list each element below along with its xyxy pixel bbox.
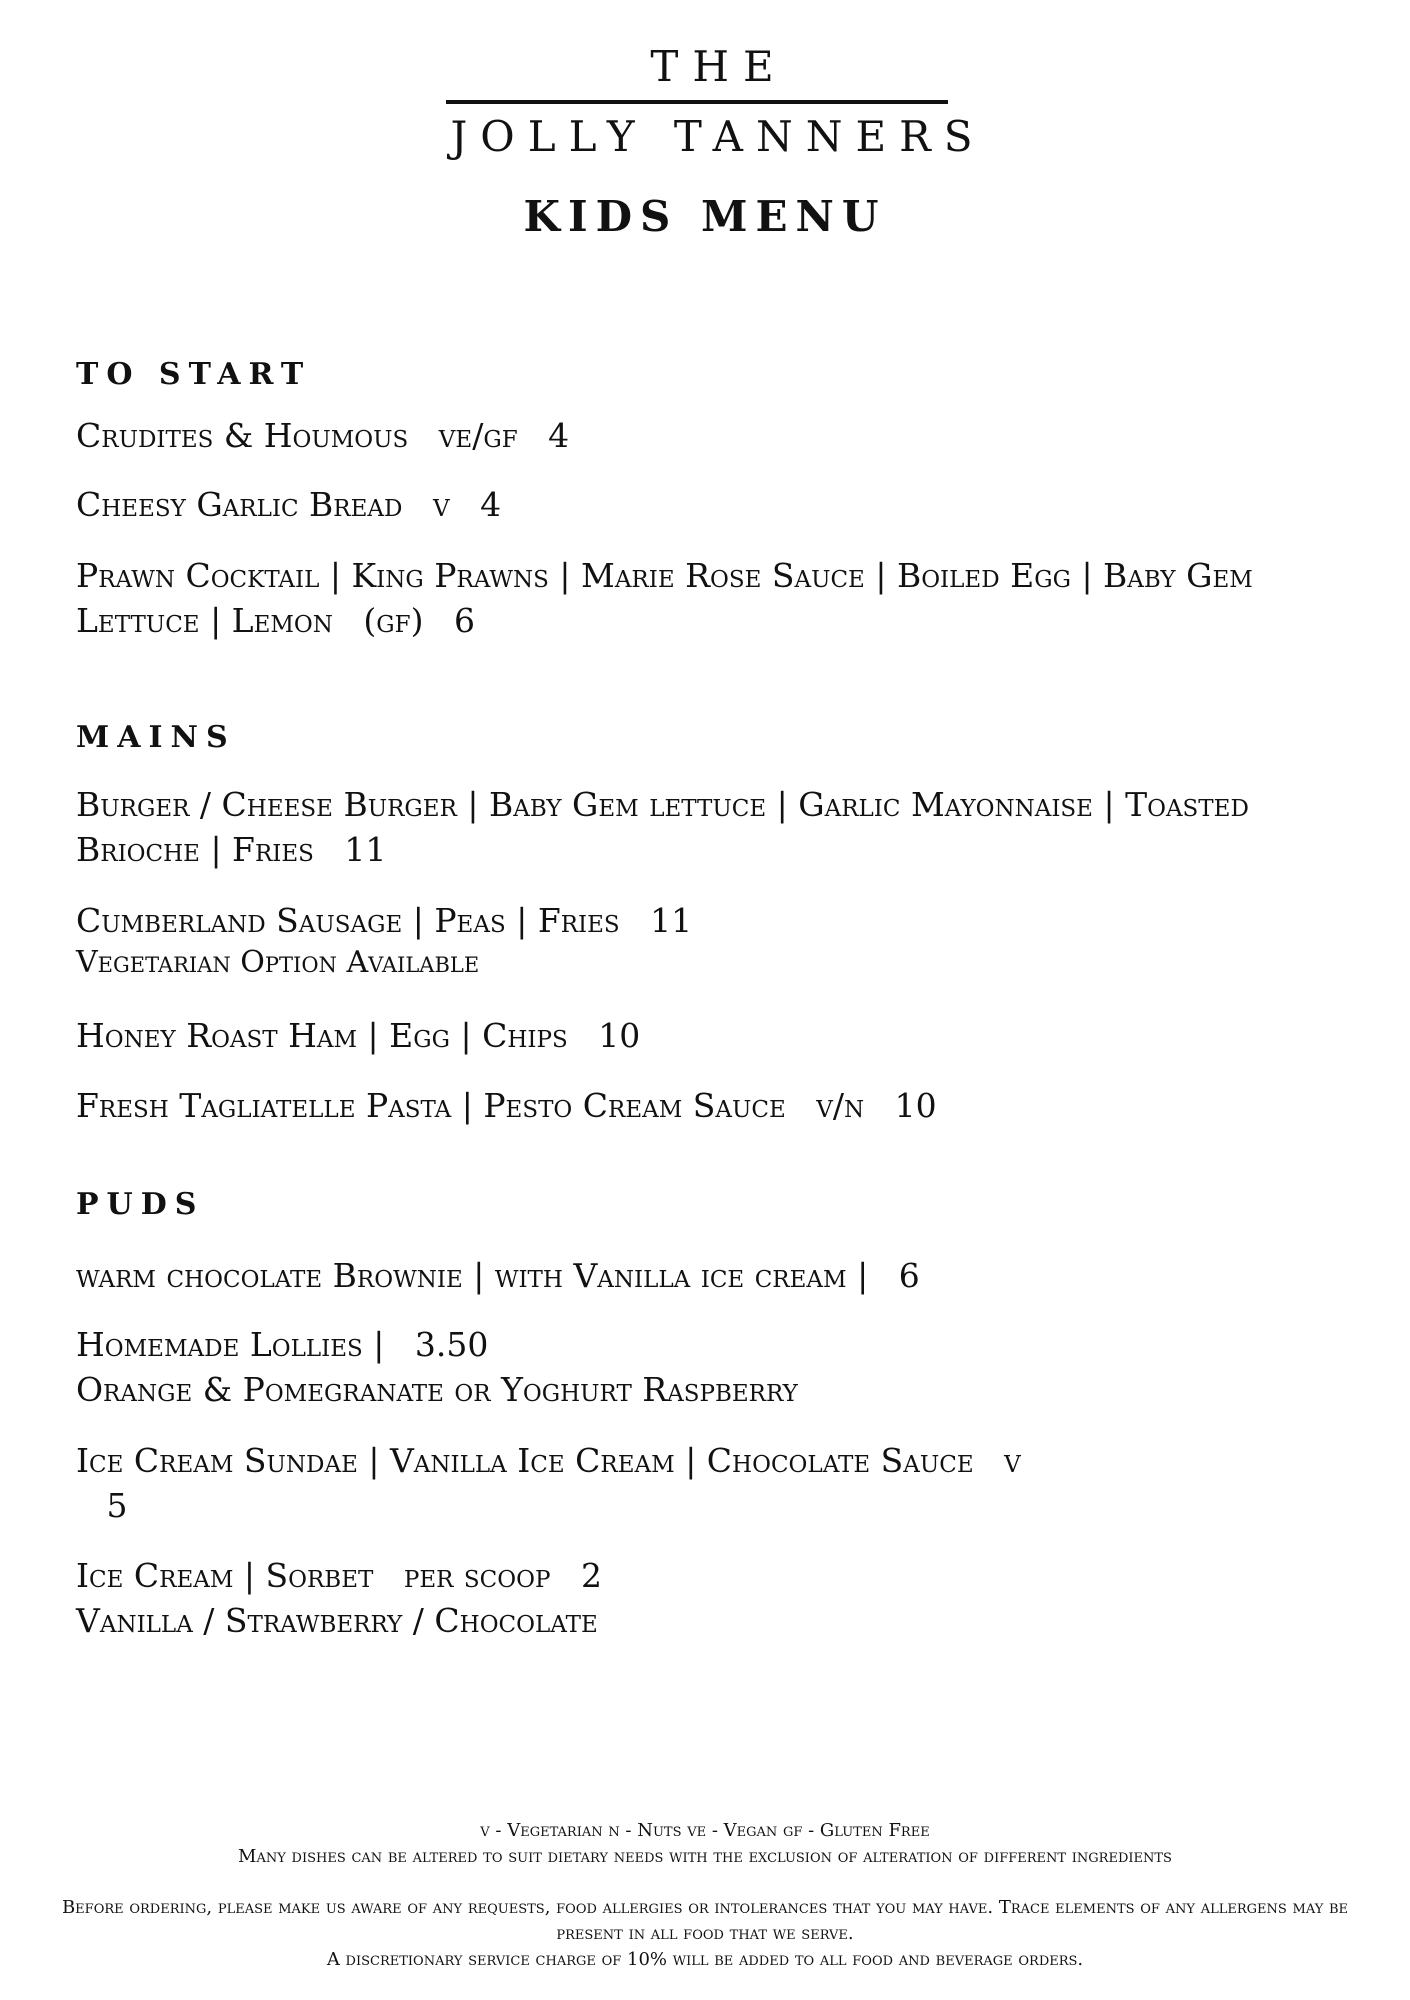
- item-note: Vegetarian Option Available: [76, 945, 480, 980]
- item-price: 2: [580, 1556, 602, 1595]
- menu-item: [76, 413, 1366, 458]
- item-name: Cumberland Sausage | Peas | Fries: [76, 901, 620, 940]
- item-price: 6: [454, 601, 476, 640]
- header-the: THE: [650, 42, 788, 91]
- item-price: 11: [344, 830, 387, 869]
- item-tag: v: [1004, 1441, 1021, 1480]
- menu-item: [76, 1322, 1366, 1412]
- item-tag: (gf): [363, 601, 424, 640]
- menu-item: [76, 1253, 1366, 1298]
- footer-legend: [60, 1818, 1350, 1870]
- item-name: Crudites & Houmous: [76, 416, 409, 455]
- item-name: warm chocolate Brownie | with Vanilla ice cream |: [76, 1256, 869, 1295]
- item-price: 4: [480, 485, 502, 524]
- menu-item: [76, 782, 1366, 872]
- restaurant-name: JOLLY TANNERS: [450, 112, 986, 161]
- allergy-note: Before ordering, please make us aware of any requests, food allergies or intolerances that you may have. Trace elements of any allergens may be present in all food that we serve.: [61, 1897, 1349, 1944]
- footer-notices: [60, 1895, 1350, 1973]
- item-tag: v/n: [816, 1086, 865, 1125]
- section-puds: [76, 1187, 1366, 1222]
- menu-title: KIDS MENU: [523, 192, 887, 241]
- item-price: 5: [106, 1486, 128, 1525]
- dietary-note: Many dishes can be altered to suit dietary needs with the exclusion of alteration of different ingredients: [238, 1846, 1172, 1867]
- item-price: 3.50: [414, 1325, 489, 1364]
- item-name: Burger / Cheese Burger | Baby Gem lettuce | Garlic Mayonnaise | Toasted Brioche | Fries: [76, 785, 1249, 869]
- menu-item: [76, 1083, 1366, 1128]
- header-divider: [446, 100, 948, 104]
- item-name: Prawn Cocktail | King Prawns | Marie Rose Sauce | Boiled Egg | Baby Gem Lettuce | Lemon: [76, 556, 1253, 640]
- item-price: 10: [894, 1086, 937, 1125]
- item-name: Honey Roast Ham | Egg | Chips: [76, 1016, 568, 1055]
- item-name: Ice Cream | Sorbet: [76, 1556, 374, 1595]
- section-title: MAINS: [76, 720, 236, 755]
- section-title: PUDS: [76, 1187, 205, 1222]
- menu-item: [76, 1553, 1366, 1643]
- item-tag: ve/gf: [438, 416, 518, 455]
- item-price: 4: [548, 416, 570, 455]
- menu-item: [76, 1438, 1036, 1528]
- menu-item: [76, 1013, 1366, 1058]
- item-note: Vanilla / Strawberry / Chocolate: [76, 1601, 598, 1640]
- menu-item: [76, 482, 1366, 527]
- section-to-start: [76, 357, 1366, 392]
- item-name: Fresh Tagliatelle Pasta | Pesto Cream Sauce: [76, 1086, 786, 1125]
- section-title: TO START: [76, 357, 312, 392]
- item-name: Ice Cream Sundae | Vanilla Ice Cream | Chocolate Sauce: [76, 1441, 974, 1480]
- diet-legend: v - Vegetarian n - Nuts ve - Vegan gf - Gluten Free: [480, 1820, 930, 1841]
- menu-item: [76, 553, 1366, 643]
- item-tag: v: [432, 485, 450, 524]
- item-name: Cheesy Garlic Bread: [76, 485, 403, 524]
- item-note: Orange & Pomegranate or Yoghurt Raspberry: [76, 1370, 798, 1409]
- item-price: 11: [650, 901, 693, 940]
- section-mains: [76, 720, 1366, 755]
- menu-item: [76, 898, 1366, 983]
- item-price: 6: [898, 1256, 920, 1295]
- item-price: 10: [598, 1016, 641, 1055]
- item-tag: per scoop: [403, 1556, 551, 1595]
- service-charge-note: A discretionary service charge of 10% will be added to all food and beverage orders.: [326, 1949, 1084, 1970]
- item-name: Homemade Lollies |: [76, 1325, 385, 1364]
